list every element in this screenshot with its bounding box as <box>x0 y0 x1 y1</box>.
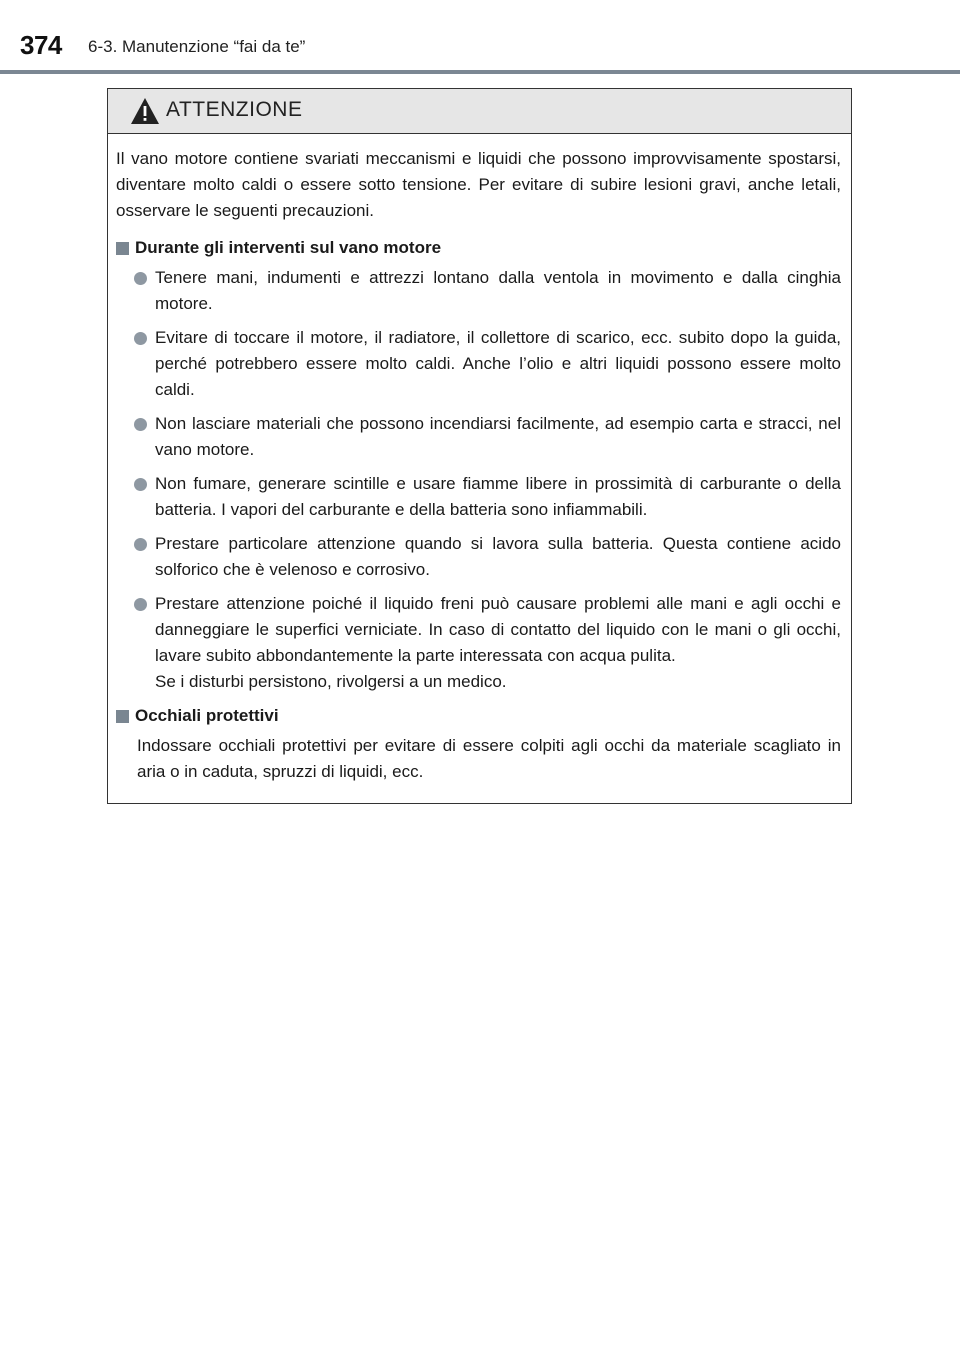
circle-bullet-icon <box>134 598 147 611</box>
warning-triangle-icon <box>130 97 160 125</box>
list-item-text: Tenere mani, indumenti e attrezzi lontano dalla ventola in movimento e dalla cinghia motore. <box>155 268 841 313</box>
warning-body <box>108 134 851 785</box>
header-rule <box>0 70 960 74</box>
list-item-main-text: Prestare attenzione poiché il liquido freni può causare problemi alle mani e agli occhi e danneggiare le superfici verniciate. In caso di contatto del liquido con le mani o gli occhi, lavare subito abbondantemente la parte interessata con acqua pulita. <box>155 594 841 665</box>
list-item-text: Non lasciare materiali che possono incendiarsi facilmente, ad esempio carta e stracci, nel vano motore. <box>155 414 841 459</box>
list-item-extra-text: Se i disturbi persistono, rivolgersi a un medico. <box>155 672 507 691</box>
list-item <box>134 531 841 583</box>
section-heading-engine-bay <box>116 235 841 261</box>
section-heading-label: Occhiali protettivi <box>135 706 279 725</box>
list-item-text: Evitare di toccare il motore, il radiatore, il collettore di scarico, ecc. subito dopo la guida, perché potrebbero essere molto caldi. Anche l’olio e altri liquidi possono essere molto caldi. <box>155 328 841 399</box>
square-bullet-icon <box>116 242 129 255</box>
page-number: 374 <box>20 30 62 60</box>
list-item-text: Prestare particolare attenzione quando si lavora sulla batteria. Questa contiene acido solforico che è velenoso e corrosivo. <box>155 534 841 579</box>
section-heading-label: Durante gli interventi sul vano motore <box>135 238 442 257</box>
circle-bullet-icon <box>134 418 147 431</box>
section-heading-goggles <box>116 703 841 729</box>
list-item <box>134 325 841 403</box>
list-item <box>134 265 841 317</box>
goggles-text: Indossare occhiali protettivi per evitare di essere colpiti agli occhi da materiale scagliato in aria o in caduta, spruzzi di liquidi, ecc. <box>137 736 841 781</box>
circle-bullet-icon <box>134 538 147 551</box>
warning-intro: Il vano motore contiene svariati meccanismi e liquidi che possono improvvisamente spostarsi, diventare molto caldi o essere sotto tensione. Per evitare di subire lesioni gravi, anche letali, osservare le seguenti precauzioni. <box>116 149 841 220</box>
square-bullet-icon <box>116 710 129 723</box>
circle-bullet-icon <box>134 478 147 491</box>
list-item <box>134 591 841 695</box>
warning-header <box>108 89 851 134</box>
section-title: 6-3. Manutenzione “fai da te” <box>88 37 306 56</box>
circle-bullet-icon <box>134 272 147 285</box>
circle-bullet-icon <box>134 332 147 345</box>
warning-box <box>107 88 852 804</box>
list-item <box>134 471 841 523</box>
list-item-text: Non fumare, generare scintille e usare fiamme libere in prossimità di carburante o della batteria. I vapori del carburante e della batteria sono infiammabili. <box>155 474 841 519</box>
list-item <box>134 411 841 463</box>
warning-title: ATTENZIONE <box>166 98 303 121</box>
list-item-text <box>155 591 841 695</box>
